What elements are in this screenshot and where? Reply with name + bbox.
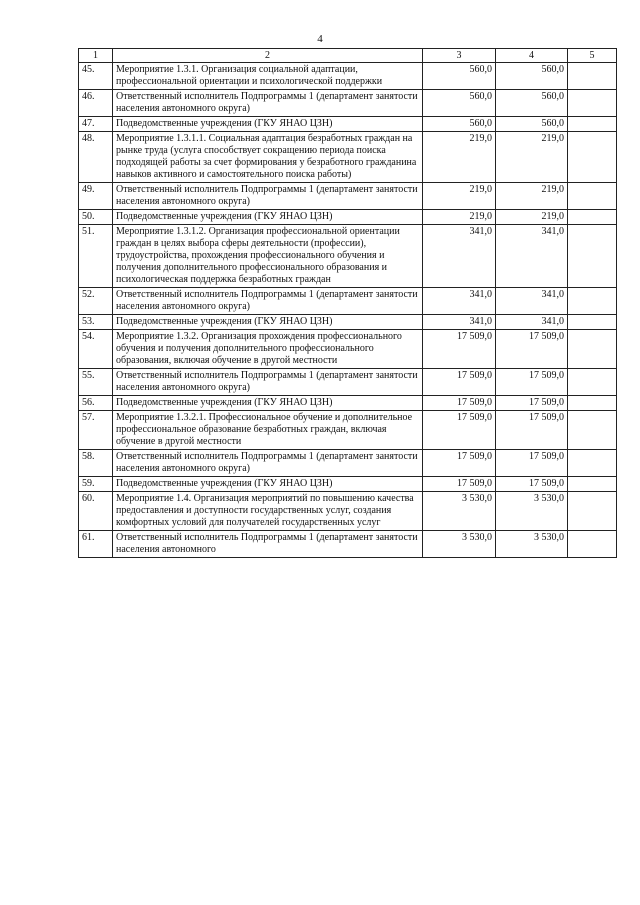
row-number-cell: 50.: [79, 210, 113, 225]
row-value-col4-cell: 560,0: [496, 117, 568, 132]
row-value-col5-cell: [568, 492, 617, 531]
row-description-cell: Подведомственные учреждения (ГКУ ЯНАО ЦЗН): [113, 210, 423, 225]
table-row: [79, 183, 617, 210]
table-row: [79, 369, 617, 396]
row-value-col4-cell: 219,0: [496, 210, 568, 225]
row-value-col4-cell: 341,0: [496, 315, 568, 330]
table-row: [79, 477, 617, 492]
row-description-cell: Подведомственные учреждения (ГКУ ЯНАО ЦЗН): [113, 315, 423, 330]
row-description-cell: Подведомственные учреждения (ГКУ ЯНАО ЦЗН): [113, 396, 423, 411]
row-value-col3-cell: 341,0: [423, 225, 496, 288]
row-value-col3-cell: 3 530,0: [423, 531, 496, 558]
row-value-col5-cell: [568, 330, 617, 369]
table-row: [79, 492, 617, 531]
row-description-cell: Ответственный исполнитель Подпрограммы 1 (департамент занятости населения автономного округа): [113, 183, 423, 210]
row-description-cell: Подведомственные учреждения (ГКУ ЯНАО ЦЗН): [113, 477, 423, 492]
row-description-cell: Мероприятие 1.3.2.1. Профессиональное обучение и дополнительное профессиональное образование безработных граждан, включая обучение в другой местности: [113, 411, 423, 450]
row-value-col5-cell: [568, 132, 617, 183]
row-value-col5-cell: [568, 315, 617, 330]
row-value-col5-cell: [568, 117, 617, 132]
row-value-col4-cell: 17 509,0: [496, 411, 568, 450]
row-value-col5-cell: [568, 411, 617, 450]
row-number-cell: 48.: [79, 132, 113, 183]
row-number-cell: 51.: [79, 225, 113, 288]
row-number-cell: 52.: [79, 288, 113, 315]
column-header-5: 5: [568, 49, 617, 63]
row-value-col3-cell: 219,0: [423, 183, 496, 210]
row-description-cell: Ответственный исполнитель Подпрограммы 1 (департамент занятости населения автономного: [113, 531, 423, 558]
row-number-cell: 46.: [79, 90, 113, 117]
table-row: [79, 210, 617, 225]
row-value-col4-cell: 341,0: [496, 288, 568, 315]
table-header-row: [79, 49, 617, 63]
row-value-col4-cell: 17 509,0: [496, 330, 568, 369]
row-description-cell: Мероприятие 1.3.2. Организация прохождения профессионального обучения и получения дополнительного профессионального образования, включая обучение в другой местности: [113, 330, 423, 369]
column-header-2: 2: [113, 49, 423, 63]
row-number-cell: 60.: [79, 492, 113, 531]
row-value-col4-cell: 3 530,0: [496, 531, 568, 558]
row-value-col4-cell: 560,0: [496, 63, 568, 90]
row-number-cell: 58.: [79, 450, 113, 477]
row-description-cell: Мероприятие 1.3.1. Организация социальной адаптации, профессиональной ориентации и психологической поддержки: [113, 63, 423, 90]
row-number-cell: 59.: [79, 477, 113, 492]
column-header-3: 3: [423, 49, 496, 63]
row-value-col4-cell: 3 530,0: [496, 492, 568, 531]
row-value-col5-cell: [568, 90, 617, 117]
row-value-col4-cell: 341,0: [496, 225, 568, 288]
row-number-cell: 47.: [79, 117, 113, 132]
row-value-col3-cell: 219,0: [423, 210, 496, 225]
row-description-cell: Ответственный исполнитель Подпрограммы 1 (департамент занятости населения автономного округа): [113, 90, 423, 117]
row-value-col3-cell: 3 530,0: [423, 492, 496, 531]
row-number-cell: 57.: [79, 411, 113, 450]
table-row: [79, 63, 617, 90]
row-value-col5-cell: [568, 183, 617, 210]
row-value-col5-cell: [568, 477, 617, 492]
row-value-col3-cell: 560,0: [423, 117, 496, 132]
row-value-col3-cell: 341,0: [423, 315, 496, 330]
row-value-col3-cell: 341,0: [423, 288, 496, 315]
row-value-col5-cell: [568, 210, 617, 225]
column-header-4: 4: [496, 49, 568, 63]
row-value-col3-cell: 17 509,0: [423, 396, 496, 411]
row-description-cell: Мероприятие 1.3.1.2. Организация профессиональной ориентации граждан в целях выбора сферы деятельности (профессии), трудоустройства, прохождения профессионального обучения и получения дополнительного профессионального образования и психологическая поддержка безработных граждан: [113, 225, 423, 288]
table-row: [79, 411, 617, 450]
row-value-col5-cell: [568, 531, 617, 558]
row-value-col3-cell: 17 509,0: [423, 369, 496, 396]
row-value-col4-cell: 17 509,0: [496, 450, 568, 477]
row-value-col5-cell: [568, 396, 617, 411]
row-number-cell: 54.: [79, 330, 113, 369]
row-value-col3-cell: 17 509,0: [423, 330, 496, 369]
row-value-col3-cell: 17 509,0: [423, 477, 496, 492]
row-number-cell: 45.: [79, 63, 113, 90]
row-value-col4-cell: 560,0: [496, 90, 568, 117]
table-row: [79, 396, 617, 411]
page-number: 4: [317, 33, 323, 45]
row-description-cell: Мероприятие 1.4. Организация мероприятий по повышению качества предоставления и доступности государственных услуг, создания комфортных условий для получателей государственных услуг: [113, 492, 423, 531]
row-number-cell: 55.: [79, 369, 113, 396]
table-row: [79, 225, 617, 288]
row-number-cell: 49.: [79, 183, 113, 210]
row-number-cell: 53.: [79, 315, 113, 330]
row-value-col3-cell: 17 509,0: [423, 450, 496, 477]
row-value-col5-cell: [568, 369, 617, 396]
row-number-cell: 56.: [79, 396, 113, 411]
row-value-col4-cell: 17 509,0: [496, 477, 568, 492]
row-value-col3-cell: 560,0: [423, 63, 496, 90]
row-description-cell: Мероприятие 1.3.1.1. Социальная адаптация безработных граждан на рынке труда (услуга способствует сокращению периода поиска подходящей работы за счет формирования у безработного гражданина навыков активного и самостоятельного поиска работы): [113, 132, 423, 183]
row-description-cell: Ответственный исполнитель Подпрограммы 1 (департамент занятости населения автономного округа): [113, 450, 423, 477]
row-description-cell: Ответственный исполнитель Подпрограммы 1 (департамент занятости населения автономного округа): [113, 288, 423, 315]
row-value-col3-cell: 219,0: [423, 132, 496, 183]
table-row: [79, 117, 617, 132]
table-body: [79, 63, 617, 558]
row-value-col4-cell: 17 509,0: [496, 396, 568, 411]
row-value-col3-cell: 17 509,0: [423, 411, 496, 450]
row-value-col4-cell: 17 509,0: [496, 369, 568, 396]
row-value-col4-cell: 219,0: [496, 132, 568, 183]
row-number-cell: 61.: [79, 531, 113, 558]
column-header-1: 1: [79, 49, 113, 63]
table-row: [79, 531, 617, 558]
row-value-col4-cell: 219,0: [496, 183, 568, 210]
row-value-col5-cell: [568, 225, 617, 288]
row-value-col5-cell: [568, 63, 617, 90]
row-value-col5-cell: [568, 288, 617, 315]
table-row: [79, 90, 617, 117]
table-row: [79, 132, 617, 183]
row-description-cell: Ответственный исполнитель Подпрограммы 1 (департамент занятости населения автономного округа): [113, 369, 423, 396]
row-value-col3-cell: 560,0: [423, 90, 496, 117]
budget-table: [78, 48, 617, 558]
row-description-cell: Подведомственные учреждения (ГКУ ЯНАО ЦЗН): [113, 117, 423, 132]
row-value-col5-cell: [568, 450, 617, 477]
table-row: [79, 450, 617, 477]
table-row: [79, 330, 617, 369]
table-row: [79, 288, 617, 315]
table-row: [79, 315, 617, 330]
